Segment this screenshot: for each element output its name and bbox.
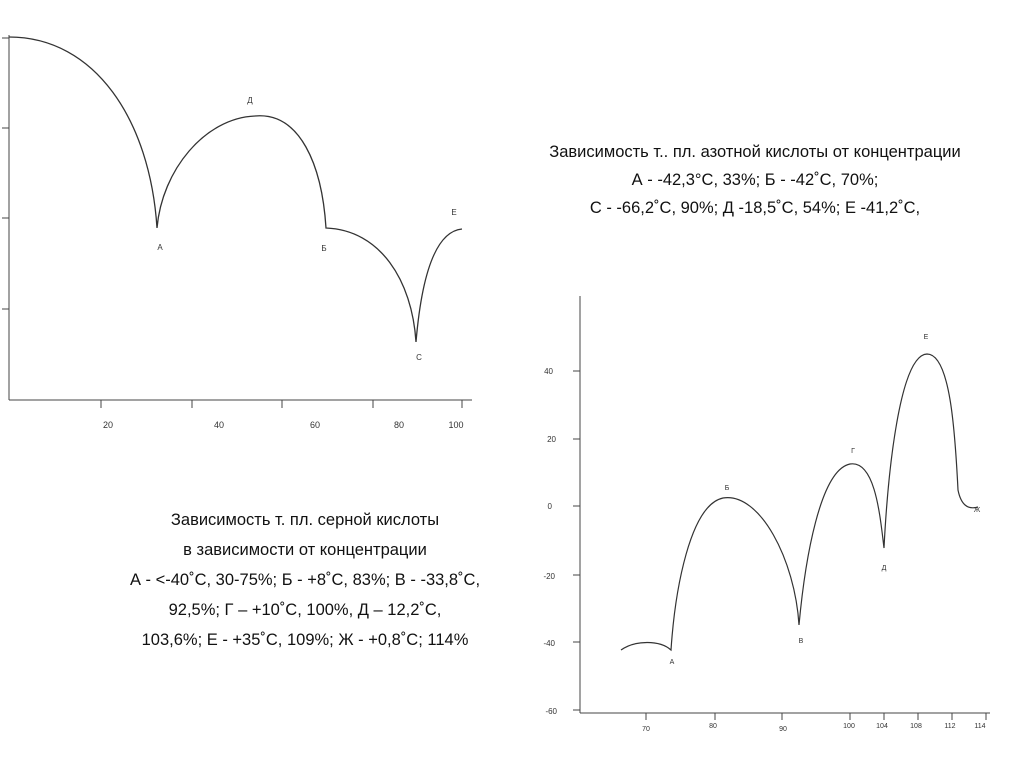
chart2-x-tick-label: 114 <box>974 723 986 730</box>
chart1-x-tick-label: 100 <box>448 420 464 430</box>
chart2-y-tick-label: -60 <box>545 707 557 716</box>
chart2-x-tick-label: 100 <box>843 723 855 730</box>
chart1-point-label: Д <box>247 96 253 105</box>
caption-line: в зависимости от концентрации <box>183 541 427 559</box>
caption-line: А - <-40˚С, 30-75%; Б - +8˚С, 83%; В - -33,8˚С, <box>129 571 481 589</box>
caption-line: Зависимость т. пл. серной кислоты <box>170 511 440 529</box>
chart2-y-tick-label: -20 <box>543 572 555 581</box>
chart1-x-tick-label: 60 <box>309 420 321 430</box>
chart2-point-label: Ж <box>973 507 981 514</box>
chart2-x-tick-label: 104 <box>876 723 888 730</box>
chart2-x-tick-label: 108 <box>910 723 922 730</box>
chart1-point-label: Е <box>451 208 457 217</box>
chart2-y-tick-label: 40 <box>544 367 553 376</box>
caption-line: Зависимость т.. пл. азотной кислоты от концентрации <box>549 143 961 161</box>
chart2-melting-curve <box>621 354 978 650</box>
chart2-x-tick-label: 70 <box>642 726 650 733</box>
chart2-x-tick-label: 90 <box>779 726 787 733</box>
chart2-point-label: Г <box>851 448 855 455</box>
sulfuric-acid-caption <box>70 505 540 655</box>
chart2-point-label: А <box>669 659 675 666</box>
chart2-x-tick-label: 80 <box>709 723 717 730</box>
chart2-point-label: Д <box>881 565 887 572</box>
chart2-point-label: Б <box>724 485 730 492</box>
chart1-x-tick-label: 80 <box>393 420 405 430</box>
caption-line: С - -66,2˚С, 90%; Д -18,5˚С, 54%; Е -41,2˚С, <box>589 199 921 217</box>
chart1-point-label: Б <box>321 244 327 253</box>
chart2-point-label: В <box>798 638 804 645</box>
chart2-x-tick-label: 112 <box>944 723 956 730</box>
chart1-x-tick-label: 20 <box>102 420 114 430</box>
caption-line: 103,6%; Е - +35˚С, 109%; Ж - +0,8˚С; 114% <box>141 631 469 649</box>
chart1-point-label: С <box>416 353 422 362</box>
chart2-y-tick-label: 20 <box>547 435 556 444</box>
chart2-y-tick-label: -40 <box>543 639 555 648</box>
caption-line: А - -42,3°С, 33%; Б - -42˚С, 70%; <box>631 171 879 189</box>
caption-line: 92,5%; Г – +10˚С, 100%, Д – 12,2˚С, <box>168 601 442 619</box>
chart2-point-label: Е <box>923 334 929 341</box>
chart1-point-label: А <box>157 243 163 252</box>
nitric-acid-caption <box>480 138 1024 222</box>
chart1-x-tick-label: 40 <box>213 420 225 430</box>
chart2-y-tick-label: 0 <box>547 502 552 511</box>
